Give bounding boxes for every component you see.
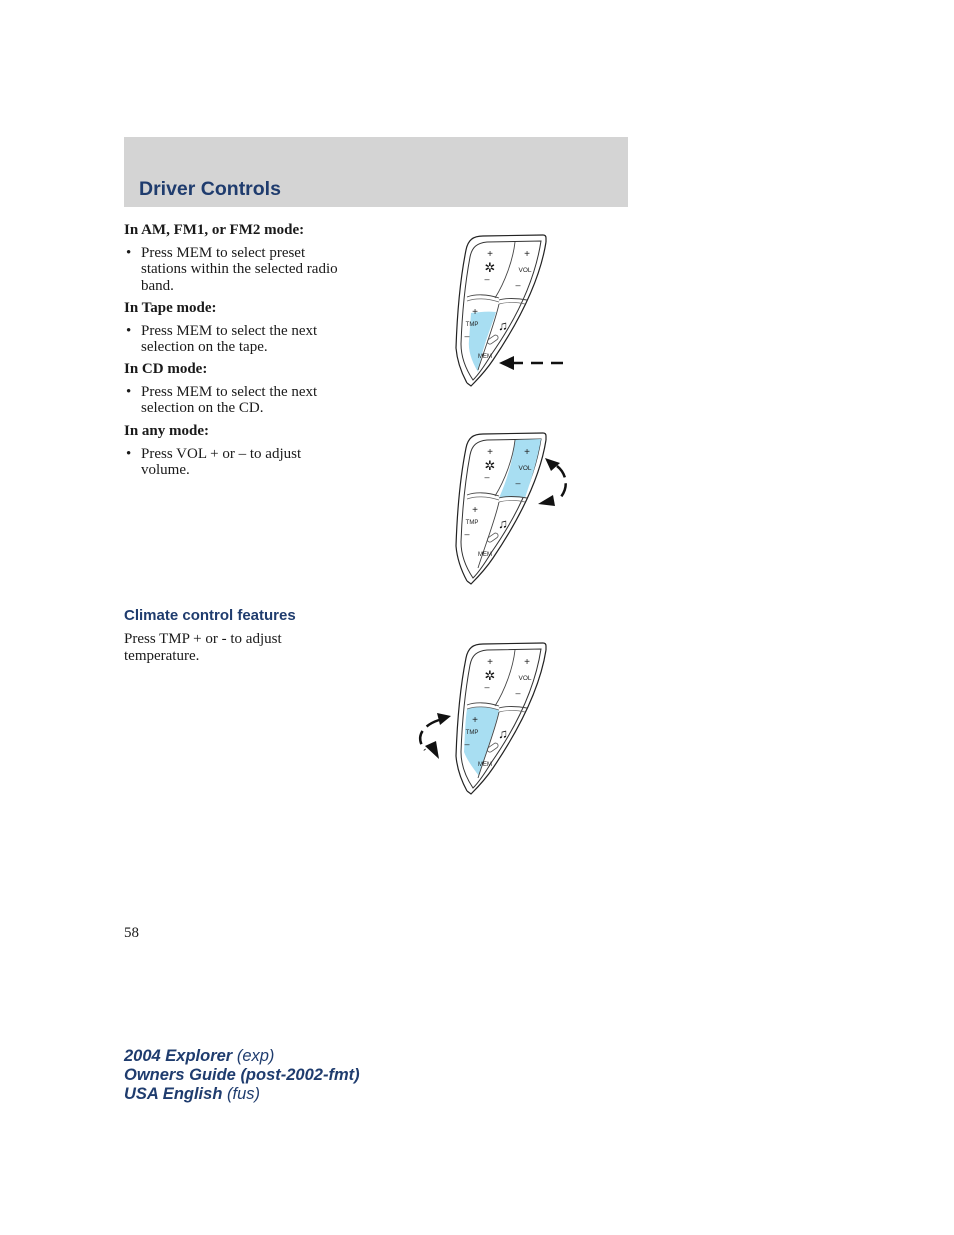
bullet-item (124, 446, 379, 479)
bullet-text: selection on the tape. (141, 339, 268, 355)
bullet-text: • Press MEM to select preset (141, 244, 306, 261)
footer-line (124, 1066, 360, 1085)
plus-label: + (524, 447, 530, 458)
plus-label: + (472, 307, 478, 318)
adjust-arrow-arc (557, 466, 566, 498)
minus-label: – (484, 682, 490, 692)
section-body (124, 631, 364, 664)
vol-label: VOL (518, 267, 532, 274)
section-heading: Climate control features (124, 607, 296, 624)
bullet-text: stations within the selected radio (141, 261, 338, 277)
tmp-label: TMP (465, 520, 479, 526)
mode-heading: In CD mode: (124, 361, 208, 377)
body-text: Press TMP + or - to adjust (124, 631, 282, 647)
vol-label: VOL (518, 465, 532, 472)
down-arrow-head (538, 495, 555, 506)
mode-heading: In Tape mode: (124, 300, 217, 316)
mode-heading: In any mode: (124, 423, 210, 439)
footer-code: (exp) (232, 1047, 275, 1065)
plus-label: + (472, 715, 478, 726)
mode-am-fm (124, 222, 379, 294)
footer-guide: Owners Guide (post-2002-fmt) (124, 1066, 360, 1084)
footer-code: (fus) (222, 1085, 260, 1103)
minus-label: – (515, 280, 521, 290)
minus-label: – (464, 331, 470, 341)
mem-label: MEM (478, 552, 492, 558)
mode-cd (124, 361, 379, 417)
music-note-icon: ♫ (498, 516, 508, 531)
steering-controls-figure-vol (395, 418, 585, 588)
page-title: Driver Controls (139, 178, 281, 200)
bullet-item (124, 245, 379, 295)
minus-label: – (515, 688, 521, 698)
minus-label: – (464, 529, 470, 539)
bullet-text: band. (141, 277, 174, 294)
fan-icon: ✲ (484, 260, 496, 275)
music-note-icon: ♫ (498, 726, 508, 741)
mode-heading: In AM, FM1, or FM2 mode: (124, 222, 305, 238)
bullet-text: selection on the CD. (141, 400, 264, 416)
tmp-label: TMP (465, 730, 479, 736)
bullet-item (124, 384, 379, 417)
plus-label: + (472, 505, 478, 516)
plus-label: + (524, 657, 530, 668)
footer-line (124, 1047, 360, 1066)
steering-control-pad (456, 643, 546, 794)
music-note-icon: ♫ (498, 318, 508, 333)
footer-language: USA English (124, 1085, 223, 1103)
page-number: 58 (124, 925, 139, 941)
minus-label: – (464, 739, 470, 749)
steering-controls-figure-tmp (395, 628, 585, 798)
vol-label: VOL (518, 675, 532, 682)
up-arrow-head (545, 458, 560, 471)
down-arrow-head (425, 741, 439, 759)
mode-any (124, 423, 379, 479)
plus-label: + (487, 447, 493, 458)
footer (124, 1047, 360, 1104)
tmp-label: TMP (465, 322, 479, 328)
up-arrow-head (437, 713, 451, 725)
fan-icon: ✲ (484, 458, 496, 473)
minus-label: – (515, 478, 521, 488)
plus-label: + (487, 249, 493, 260)
plus-label: + (524, 249, 530, 260)
mode-tape (124, 300, 379, 356)
bullet-text: • Press MEM to select the next (141, 383, 318, 400)
indicator-arrow-head (499, 356, 514, 370)
mem-label: MEM (478, 354, 492, 360)
footer-line (124, 1085, 360, 1104)
bullet-text: • Press MEM to select the next (141, 322, 318, 339)
plus-label: + (487, 657, 493, 668)
bullet-text: • Press VOL + or – to adjust (141, 445, 302, 462)
bullet-item (124, 323, 379, 356)
body-text: temperature. (124, 647, 200, 664)
minus-label: – (484, 274, 490, 284)
bullet-text: volume. (141, 462, 190, 478)
fan-icon: ✲ (484, 668, 496, 683)
footer-model: 2004 Explorer (124, 1047, 233, 1065)
mem-label: MEM (478, 762, 492, 768)
steering-control-pad (456, 433, 546, 584)
minus-label: – (484, 472, 490, 482)
steering-controls-figure-mem (395, 220, 585, 390)
